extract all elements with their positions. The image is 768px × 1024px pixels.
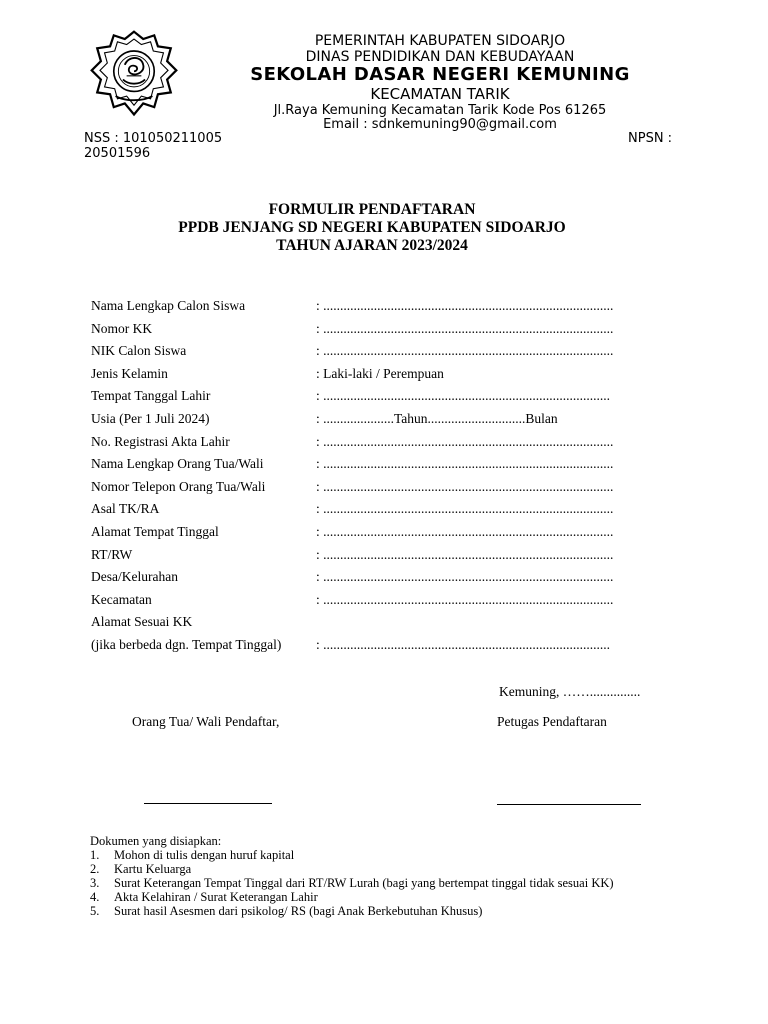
field-label: RT/RW [91, 546, 133, 562]
field-value[interactable]: : Laki-laki / Perempuan [316, 365, 444, 381]
field-label: Usia (Per 1 Juli 2024) [91, 411, 210, 426]
field-label: NIK Calon Siswa [91, 343, 187, 359]
field-value[interactable]: : ...................................................................................... [316, 546, 614, 562]
list-number: 3. [90, 876, 100, 890]
field-label: (jika berbeda dgn. Tempat Tinggal) [91, 637, 282, 652]
form-row-kk-address [0, 614, 768, 632]
form-row-student-name[interactable] [0, 298, 768, 316]
letterhead-email: Email : sdnkemuning90@gmail.com [323, 117, 557, 132]
list-item [90, 890, 318, 904]
field-label: Nama Lengkap Calon Siswa [91, 298, 246, 313]
list-item [90, 848, 295, 862]
npsn-value: 20501596 [84, 146, 151, 161]
list-item [90, 876, 614, 890]
list-text: Surat Keterangan Tempat Tinggal dari RT/RW Lurah (bagi yang bertempat tinggal tidak sesuai KK) [114, 876, 614, 890]
parent-signature-line[interactable] [144, 803, 272, 804]
list-number: 5. [90, 904, 100, 918]
field-value[interactable]: : ...................................................................................... [316, 456, 614, 472]
form-row-parent-name[interactable] [0, 456, 768, 474]
letterhead-address: Jl.Raya Kemuning Kecamatan Tarik Kode Pos 61265 [273, 103, 607, 118]
required-documents-title: Dokumen yang disiapkan: [90, 834, 222, 848]
field-value[interactable]: : ...................................................................................... [316, 569, 614, 585]
sidoarjo-regency-emblem-icon [88, 28, 180, 120]
form-academic-year: TAHUN AJARAN 2023/2024 [276, 237, 468, 254]
field-value[interactable]: : ..................................................................................... [316, 637, 611, 652]
field-label: Jenis Kelamin [91, 365, 168, 381]
field-value[interactable]: : ...................................................................................... [316, 320, 614, 336]
field-value[interactable]: : ...................................................................................... [316, 343, 614, 359]
form-row-address[interactable] [0, 524, 768, 542]
form-row-kk-address-note[interactable] [0, 637, 768, 655]
field-label: Nama Lengkap Orang Tua/Wali [91, 456, 264, 472]
letterhead-district: KECAMATAN TARIK [370, 85, 510, 103]
field-value[interactable]: : ...................................................................................... [316, 433, 614, 449]
form-row-birth-place-date[interactable] [0, 388, 768, 406]
list-number: 4. [90, 890, 100, 904]
field-label: No. Registrasi Akta Lahir [91, 433, 230, 449]
list-number: 2. [90, 862, 100, 876]
parent-signature-label: Orang Tua/ Wali Pendaftar, [132, 714, 280, 729]
list-text: Surat hasil Asesmen dari psikolog/ RS (bagi Anak Berkebutuhan Khusus) [114, 904, 483, 918]
place-date-line[interactable]: Kemuning, ……............... [499, 684, 641, 699]
letterhead-government: PEMERINTAH KABUPATEN SIDOARJO [314, 33, 566, 49]
officer-signature-line[interactable] [497, 804, 641, 805]
letterhead-department: DINAS PENDIDIKAN DAN KEBUDAYAAN [305, 49, 575, 65]
field-value[interactable]: : ...................................................................................... [316, 478, 614, 494]
form-row-parent-phone[interactable] [0, 479, 768, 497]
field-value[interactable]: : ..................................................................................... [316, 388, 611, 404]
form-title: FORMULIR PENDAFTARAN [268, 201, 476, 218]
list-text: Akta Kelahiran / Surat Keterangan Lahir [114, 890, 318, 904]
form-row-birth-certificate[interactable] [0, 434, 768, 452]
list-text: Mohon di tulis dengan huruf kapital [114, 848, 295, 862]
list-item [90, 904, 483, 918]
officer-signature-label: Petugas Pendaftaran [497, 714, 607, 729]
field-value[interactable]: : ...................................................................................... [316, 591, 614, 607]
form-row-age[interactable] [0, 411, 768, 429]
form-row-kindergarten[interactable] [0, 501, 768, 519]
field-label: Kecamatan [91, 591, 152, 607]
list-text: Kartu Keluarga [114, 862, 192, 876]
field-label: Nomor Telepon Orang Tua/Wali [91, 478, 266, 494]
field-label: Nomor KK [91, 320, 153, 336]
list-item [90, 862, 221, 876]
field-label: Alamat Sesuai KK [91, 614, 193, 630]
form-row-nik[interactable] [0, 343, 768, 361]
form-row-village[interactable] [0, 569, 768, 587]
field-label: Asal TK/RA [91, 501, 160, 517]
nss-number: NSS : 101050211005 [84, 131, 223, 146]
form-subtitle: PPDB JENJANG SD NEGERI KABUPATEN SIDOARJO [178, 219, 566, 236]
field-value[interactable]: : ...................................................................................... [316, 298, 614, 313]
field-label: Desa/Kelurahan [91, 569, 178, 585]
required-documents [90, 834, 614, 918]
form-row-rt-rw[interactable] [0, 547, 768, 565]
npsn-label: NPSN : [628, 131, 673, 146]
list-number: 1. [90, 848, 100, 862]
field-label: Tempat Tanggal Lahir [91, 388, 211, 404]
form-row-gender[interactable] [0, 366, 768, 384]
field-value[interactable]: : ...................................................................................... [316, 524, 614, 539]
field-value[interactable]: : ...................................................................................... [316, 501, 614, 517]
field-label: Alamat Tempat Tinggal [91, 524, 219, 539]
form-row-kk-number[interactable] [0, 321, 768, 339]
field-value[interactable]: : .....................Tahun.............................Bulan [316, 411, 558, 426]
form-row-subdistrict[interactable] [0, 592, 768, 610]
letterhead-school-name: SEKOLAH DASAR NEGERI KEMUNING [250, 64, 630, 85]
